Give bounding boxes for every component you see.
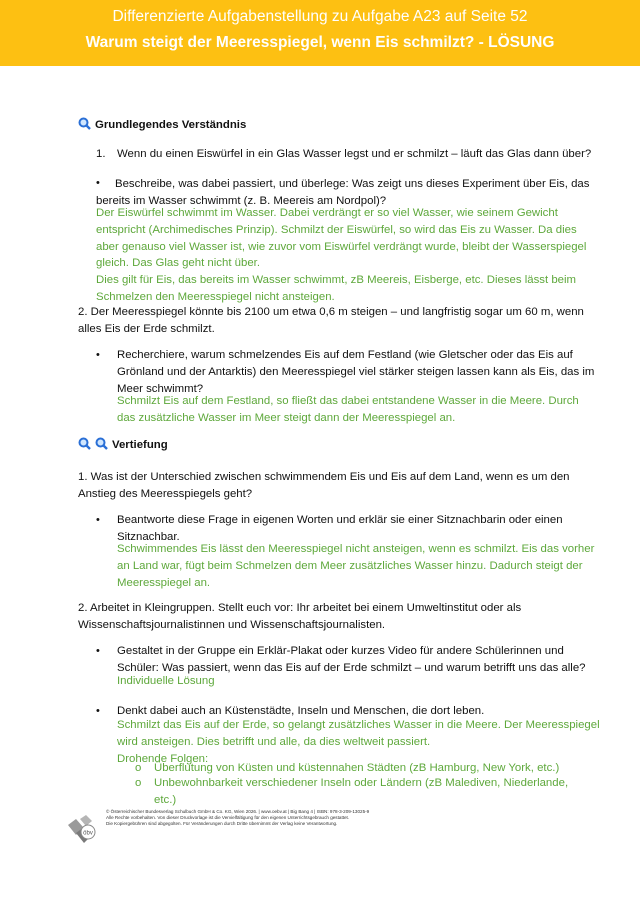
magnifier-icon bbox=[78, 437, 91, 450]
section-heading-deep: Vertiefung bbox=[78, 437, 168, 454]
answer-block: Schmilzt Eis auf dem Festland, so fließt das dabei entstandene Wasser in die Meere. Durch das zusätzliche Wasser im Meer steigt dann der Meeresspiegel an. bbox=[117, 395, 579, 424]
bullet-text: Beschreibe, was dabei passiert, und überlege: Was zeigt uns dieses Experiment über Eis, das bbox=[115, 178, 590, 190]
answer-block: Individuelle Lösung bbox=[117, 675, 215, 687]
bullet-icon: • bbox=[96, 705, 100, 717]
question-text: 1. Was ist der Unterschied zwischen schwimmendem Eis und Eis auf dem Land, wenn es um den Anstieg des Meeresspiegels geht? bbox=[78, 471, 570, 500]
publisher-logo bbox=[66, 815, 100, 845]
sub-bullet-icon: o bbox=[135, 762, 142, 774]
bullet-text-cont: bereits im Wasser schwimmt (z. B. Meereis am Nordpol)? bbox=[96, 195, 387, 207]
bullet-icon: • bbox=[96, 349, 100, 361]
footer-copyright: © Österreichischer Bundesverlag Schulbuch GmbH & Co. KG, Wien 2026. | www.oebv.at | Big Bang 4 | ISBN: 978-3-209-13025-9 Alle Rechte vorbehalten. Von dieser Druckvorlage ist die Vervielfältigung für den eigenen Unterrichtsgebrauch gestattet. Die Kopiergebühren sind abgegolten. Für Veränderungen durch Dritte übernimmt der Verlag keine Verantwortung. bbox=[106, 809, 370, 826]
question-text: Wenn du einen Eiswürfel in ein Glas Wasser legst und er schmilzt – läuft das Glas dann über? bbox=[117, 148, 592, 160]
consequence-item: Unbewohnbarkeit verschiedener Inseln oder Ländern (zB Malediven, Niederlande, etc.) bbox=[154, 777, 569, 806]
answer-block: Schmilzt das Eis auf der Erde, so gelangt zusätzliches Wasser in die Meere. Der Meeresspiegel wird ansteigen. Dies betrifft und alle, da dies weltweit passiert. Drohende Folgen: bbox=[117, 719, 600, 765]
title-line-2: Warum steigt der Meeresspiegel, wenn Eis schmilzt? - LÖSUNG bbox=[85, 34, 555, 51]
bullet-icon: • bbox=[96, 177, 100, 189]
magnifier-icon bbox=[95, 437, 108, 450]
question-text: 2. Der Meeresspiegel könnte bis 2100 um etwa 0,6 m steigen – und langfristig sogar um 60 m, wenn alles Eis der Erde schmilzt. bbox=[78, 306, 584, 335]
bullet-text: Beantworte diese Frage in eigenen Worten und erklär sie einer Sitznachbarin oder einen Sitznachbar. bbox=[117, 514, 563, 543]
section-heading-basic: Grundlegendes Verständnis bbox=[78, 117, 246, 134]
logo-text: öbv bbox=[83, 830, 93, 837]
bullet-icon: • bbox=[96, 645, 100, 657]
sub-bullet-icon: o bbox=[135, 777, 142, 789]
bullet-text: Recherchiere, warum schmelzendes Eis auf dem Festland (wie Gletscher oder das Eis auf Grönland und der Antarktis) den Meeresspiegel viel stärker steigen lassen kann als Eis, das im Meer schwimmt? bbox=[117, 349, 595, 395]
magnifier-icon bbox=[78, 117, 91, 130]
title-banner bbox=[0, 0, 640, 66]
answer-block: Schwimmendes Eis lässt den Meeresspiegel nicht ansteigen, wenn es schmilzt. Eis das vorher an Land war, fügt beim Schmelzen dem Meer zusätzliches Wasser hinzu. Dadurch steigt der Meeresspiegel an. bbox=[117, 543, 595, 589]
answer-block: Der Eiswürfel schwimmt im Wasser. Dabei verdrängt er so viel Wasser, wie seinem Gewicht entspricht (Archimedisches Prinzip). Schmilzt der Eiswürfel, so wird das Eis zu Wasser. Da dies aber genauso viel Wasser ist, wie zuvor vom Eiswürfel verdrängt wurde, bleibt der Wasserspiegel gleich. Das Glas geht nicht über. Dies gilt für Eis, das bereits im Wasser schwimmt, zB Meereis, Eisberge, etc. Dieses lässt beim Schmelzen den Meeresspiegel nicht ansteigen. bbox=[96, 207, 587, 303]
question-number: 1. bbox=[96, 148, 106, 160]
consequence-item: Überflutung von Küsten und küstennahen Städten (zB Hamburg, New York, etc.) bbox=[154, 762, 560, 774]
bullet-icon: • bbox=[96, 514, 100, 526]
bullet-text: Gestaltet in der Gruppe ein Erklär-Plakat oder kurzes Video für andere Schülerinnen und Schüler: Was passiert, wenn das Eis auf der Erde schmilzt – und warum betrifft uns das alle? bbox=[117, 645, 586, 674]
bullet-text: Denkt dabei auch an Küstenstädte, Inseln und Menschen, die dort leben. bbox=[117, 705, 485, 717]
question-text: 2. Arbeitet in Kleingruppen. Stellt euch vor: Ihr arbeitet bei einem Umweltinstitut oder als Wissenschaftsjournalistinnen und Wissenschaftsjournalisten. bbox=[78, 602, 522, 631]
title-line-1: Differenzierte Aufgabenstellung zu Aufgabe A23 auf Seite 52 bbox=[112, 8, 528, 25]
